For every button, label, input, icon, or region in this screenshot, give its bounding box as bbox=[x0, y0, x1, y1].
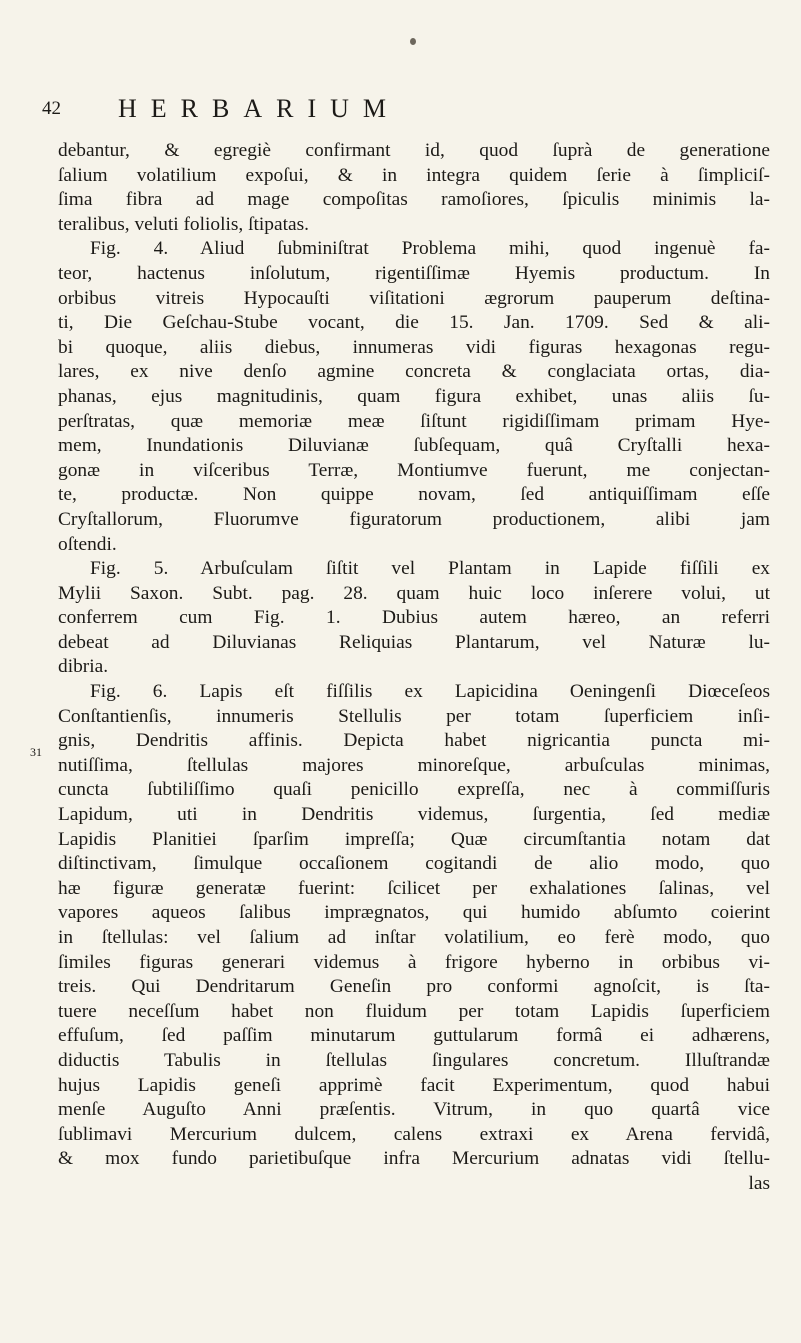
running-title: HERBARIUM bbox=[118, 94, 401, 123]
text-line: diſtinctivam, ſimulque occaſionem cogitandi de alio modo, quo bbox=[58, 853, 770, 875]
text-line: mem, Inundationis Diluvianæ ſubſequam, quâ Cryſtalli hexa- bbox=[58, 435, 770, 457]
text-line: Mylii Saxon. Subt. pag. 28. quam huic loco inſerere volui, ut bbox=[58, 582, 770, 604]
text-line: tuere neceſſum habet non fluidum per totam Lapidis ſuperficiem bbox=[58, 1000, 770, 1022]
text-line: Fig. 6. Lapis eſt fiſſilis ex Lapicidina Oeningenſi Diœceſeos bbox=[90, 681, 770, 703]
text-line: phanas, ejus magnitudinis, quam figura exhibet, unas aliis ſu- bbox=[58, 385, 770, 407]
text-line: bi quoque, aliis diebus, innumeras vidi figuras hexagonas regu- bbox=[58, 336, 770, 358]
text-line: conferrem cum Fig. 1. Dubius autem hæreo, an referri bbox=[58, 607, 770, 629]
text-line: Fig. 5. Arbuſculam ſiſtit vel Plantam in Lapide fiſſili ex bbox=[90, 558, 770, 580]
text-line: Cryſtallorum, Fluorumve figuratorum productionem, alibi jam bbox=[58, 508, 770, 530]
text-line: & mox fundo parietibuſque infra Mercurium adnatas vidi ſtellu- bbox=[58, 1148, 770, 1170]
page-number: 42 bbox=[42, 98, 61, 119]
text-line: ſublimavi Mercurium dulcem, calens extraxi ex Arena fervidâ, bbox=[58, 1123, 770, 1145]
text-line: orbibus vitreis Hypocauſti viſitationi ægrorum pauperum deſtina- bbox=[58, 287, 770, 309]
text-line: effuſum, ſed paſſim minutarum guttularum formâ ei adhærens, bbox=[58, 1025, 770, 1047]
text-line: diductis Tabulis in ſtellulas ſingulares concretum. Illuſtrandæ bbox=[58, 1049, 770, 1071]
text-line: Fig. 4. Aliud ſubminiſtrat Problema mihi, quod ingenuè fa- bbox=[90, 238, 770, 260]
ink-blot bbox=[410, 38, 416, 45]
text-line: perſtratas, quæ memoriæ meæ ſiſtunt rigidiſſimam primam Hye- bbox=[58, 410, 770, 432]
text-line: gonæ in viſceribus Terræ, Montiumve fuerunt, me conjectan- bbox=[58, 459, 770, 481]
text-line: ſimiles figuras generari videmus à frigore hyberno in orbibus vi- bbox=[58, 951, 770, 973]
text-line: lares, ex nive denſo agmine concreta & conglaciata ortas, dia- bbox=[58, 361, 770, 383]
catchword: las bbox=[748, 1172, 770, 1194]
text-line: te, productæ. Non quippe novam, ſed antiquiſſimam eſſe bbox=[58, 484, 770, 506]
text-line: in ſtellulas: vel ſalium ad inſtar volatilium, eo ferè modo, quo bbox=[58, 927, 770, 948]
text-line: ſalium volatilium expoſui, & in integra quidem ſerie à ſimpliciſ- bbox=[58, 164, 770, 186]
text-line: treis. Qui Dendritarum Geneſin pro conformi agnoſcit, is ſta- bbox=[58, 976, 770, 998]
body-text bbox=[58, 139, 770, 1197]
text-line: vapores aqueos ſalibus imprægnatos, qui humido abſumto coierint bbox=[58, 902, 770, 924]
text-line: hujus Lapidis geneſi apprimè facit Experimentum, quod habui bbox=[58, 1074, 770, 1096]
text-line: ti, Die Geſchau-Stube vocant, die 15. Jan. 1709. Sed & ali- bbox=[58, 312, 770, 334]
text-line: hæ figuræ generatæ fuerint: ſcilicet per exhalationes ſalinas, vel bbox=[58, 877, 770, 899]
text-line: teralibus, veluti foliolis, ſtipatas. bbox=[58, 213, 309, 235]
text-line: oſtendi. bbox=[58, 533, 117, 555]
page-header bbox=[42, 94, 762, 124]
text-line: Lapidum, uti in Dendritis videmus, ſurgentia, ſed mediæ bbox=[58, 804, 770, 826]
text-line: Lapidis Planitiei ſparſim impreſſa; Quæ circumſtantia notam dat bbox=[58, 828, 770, 850]
text-line: teor, hactenus inſolutum, rigentiſſimæ Hyemis productum. In bbox=[58, 262, 770, 284]
text-line: Conſtantienſis, innumeris Stellulis per totam ſuperficiem inſi- bbox=[58, 705, 770, 727]
text-line: menſe Auguſto Anni præſentis. Vitrum, in quo quartâ vice bbox=[58, 1099, 770, 1121]
text-line: debantur, & egregiè confirmant id, quod ſuprà de generatione bbox=[58, 140, 770, 161]
text-line: gnis, Dendritis affinis. Depicta habet nigricantia puncta mi- bbox=[58, 730, 770, 752]
text-line: dibria. bbox=[58, 656, 109, 678]
text-line: cuncta ſubtiliſſimo quaſi penicillo expreſſa, nec à commiſſuris bbox=[58, 779, 770, 801]
margin-note: 31 bbox=[30, 745, 42, 759]
text-line: nutiſſima, ſtellulas majores minoreſque, arbuſculas minimas, bbox=[58, 754, 770, 776]
text-line: debeat ad Diluvianas Reliquias Plantarum, vel Naturæ lu- bbox=[58, 631, 770, 653]
text-line: ſima fibra ad mage compoſitas ramoſiores, ſpiculis minimis la- bbox=[58, 189, 770, 211]
